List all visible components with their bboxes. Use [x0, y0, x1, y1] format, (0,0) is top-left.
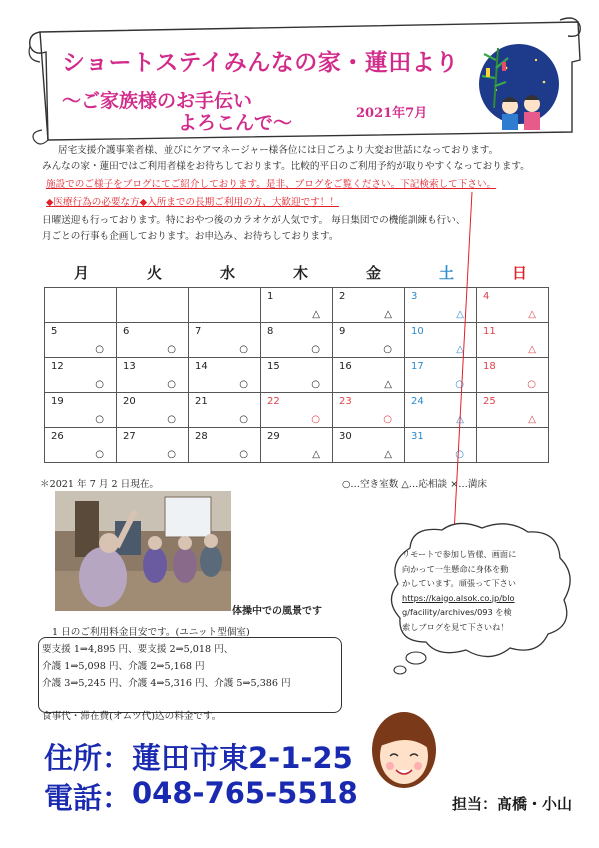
availability-mark: ○: [167, 414, 176, 425]
staff-in-charge: 担当：髙橋・小山: [452, 795, 573, 813]
calendar-as-of: ＊2021 年 7 月 2 日現在。: [40, 479, 160, 490]
availability-mark: △: [456, 344, 464, 355]
address-label: 住所：: [44, 741, 132, 775]
issue-date: 2021年7月: [356, 106, 428, 121]
day-number: 5: [51, 326, 58, 337]
intro-line-6: 月ごとの行事も企画しております。お申込み、お待ちしております。: [42, 231, 339, 242]
availability-mark: △: [456, 414, 464, 425]
availability-mark: ○: [527, 379, 536, 390]
availability-mark: △: [384, 379, 392, 390]
day-number: 26: [51, 431, 64, 442]
availability-mark: ○: [383, 414, 392, 425]
day-number: 9: [339, 326, 346, 337]
day-number: 8: [267, 326, 274, 337]
day-number: 6: [123, 326, 130, 337]
day-number: 22: [267, 396, 280, 407]
day-number: 7: [195, 326, 202, 337]
day-number: 18: [483, 361, 496, 372]
weekday-label: 日: [512, 264, 528, 282]
cloud-line-6: 索しブログを見て下さいね！: [402, 621, 509, 632]
day-number: 13: [123, 361, 136, 372]
fee-line-1: 要支援 1⇒4,895 円、要支援 2⇒5,018 円、: [42, 644, 234, 655]
cloud-line-2: 向かって一生懸命に身体を動: [402, 563, 509, 574]
weekday-label: 木: [293, 264, 309, 282]
fee-note: 食事代・滞在費(オムツ代)込の料金です。: [42, 711, 222, 722]
cloud-message: [402, 547, 516, 634]
intro-welcome-notice: ◆医療行為の必要な方◆入所までの長期ご利用の方、大歓迎です！！: [46, 197, 339, 208]
day-number: 2: [339, 291, 346, 302]
day-number: 14: [195, 361, 208, 372]
day-number: 31: [411, 431, 424, 442]
availability-mark: △: [312, 309, 320, 320]
availability-mark: △: [384, 449, 392, 460]
availability-mark: ○: [455, 449, 464, 460]
availability-mark: ○: [95, 379, 104, 390]
intro-line-2: みんなの家・蓮田ではご利用者様をお待ちしております。比較的平日のご利用予約が取りやすくなっております。: [42, 161, 530, 172]
day-number: 23: [339, 396, 352, 407]
weekday-label: 金: [366, 264, 382, 282]
day-number: 16: [339, 361, 352, 372]
availability-mark: ○: [167, 379, 176, 390]
availability-mark: ○: [455, 379, 464, 390]
day-number: 3: [411, 291, 418, 302]
availability-mark: △: [528, 309, 536, 320]
availability-mark: △: [312, 449, 320, 460]
day-number: 25: [483, 396, 496, 407]
blog-url-part-2[interactable]: g/facility/archives/093 を検: [402, 607, 512, 617]
weekday-label: 水: [220, 264, 236, 282]
day-number: 10: [411, 326, 424, 337]
weekday-label: 火: [147, 264, 163, 282]
fee-line-3: 介護 3⇒5,245 円、介護 4⇒5,316 円、介護 5⇒5,386 円: [42, 678, 291, 689]
cloud-line-3: かしています。頑張って下さい: [402, 578, 516, 588]
calendar-legend: ○…空き室数 △…応相談 ×…満床: [342, 479, 488, 490]
availability-mark: ○: [167, 449, 176, 460]
availability-mark: ○: [311, 414, 320, 425]
day-number: 19: [51, 396, 64, 407]
availability-mark: ○: [383, 344, 392, 355]
availability-mark: △: [528, 414, 536, 425]
availability-mark: ○: [239, 344, 248, 355]
day-number: 11: [483, 326, 496, 337]
fee-list: [42, 641, 291, 692]
day-number: 12: [51, 361, 64, 372]
day-number: 20: [123, 396, 136, 407]
cloud-line-1: リモートで参加し皆様、画面に: [402, 549, 517, 559]
phone-label: 電話：: [44, 781, 132, 815]
address-value: 蓮田市東2-1-25: [132, 741, 353, 775]
blog-url-part-1[interactable]: https://kaigo.alsok.co.jp/blo: [402, 592, 515, 603]
availability-mark: ○: [311, 379, 320, 390]
day-number: 30: [339, 431, 352, 442]
day-number: 29: [267, 431, 280, 442]
day-number: 28: [195, 431, 208, 442]
availability-mark: ○: [167, 344, 176, 355]
availability-mark: ○: [239, 379, 248, 390]
availability-mark: ○: [95, 449, 104, 460]
fee-line-2: 介護 1⇒5,098 円、介護 2⇒5,168 円: [42, 661, 205, 672]
day-number: 15: [267, 361, 280, 372]
availability-mark: △: [528, 344, 536, 355]
phone-value[interactable]: 048-765-5518: [132, 776, 358, 810]
availability-mark: ○: [311, 344, 320, 355]
weekday-label: 月: [74, 264, 90, 282]
availability-mark: ○: [95, 414, 104, 425]
day-number: 21: [195, 396, 208, 407]
photo-caption: 体操中での風景です: [232, 606, 322, 617]
availability-mark: ○: [239, 414, 248, 425]
day-number: 27: [123, 431, 136, 442]
day-number: 24: [411, 396, 424, 407]
availability-mark: ○: [95, 344, 104, 355]
intro-line-1: 居宅支援介護事業者様、並びにケアマネージャー様各位には日ごろより大変お世話になっております。: [58, 145, 499, 156]
availability-mark: △: [384, 309, 392, 320]
day-number: 1: [267, 291, 274, 302]
subtitle-line1: ～ご家族様のお手伝い: [62, 90, 253, 112]
intro-line-5: 日曜送迎も行っております。特におやつ後のカラオケが人気です。 毎日集団での機能訓練も行い、: [42, 215, 466, 226]
day-number: 17: [411, 361, 424, 372]
intro-blog-notice: 施設でのご様子をブログにてご紹介しております。是非、ブログをご覧ください。下記検索して下さい。: [46, 179, 497, 190]
page-title: ショートステイみんなの家・蓮田より: [62, 50, 459, 76]
fee-heading: 1 日のご利用料金目安です。(ユニット型個室): [52, 627, 250, 638]
subtitle-line2: よろこんで～: [178, 112, 293, 134]
staff-avatar: [368, 706, 440, 792]
availability-mark: △: [456, 309, 464, 320]
weekday-label: 土: [439, 264, 455, 282]
availability-mark: ○: [239, 449, 248, 460]
day-number: 4: [483, 291, 490, 302]
